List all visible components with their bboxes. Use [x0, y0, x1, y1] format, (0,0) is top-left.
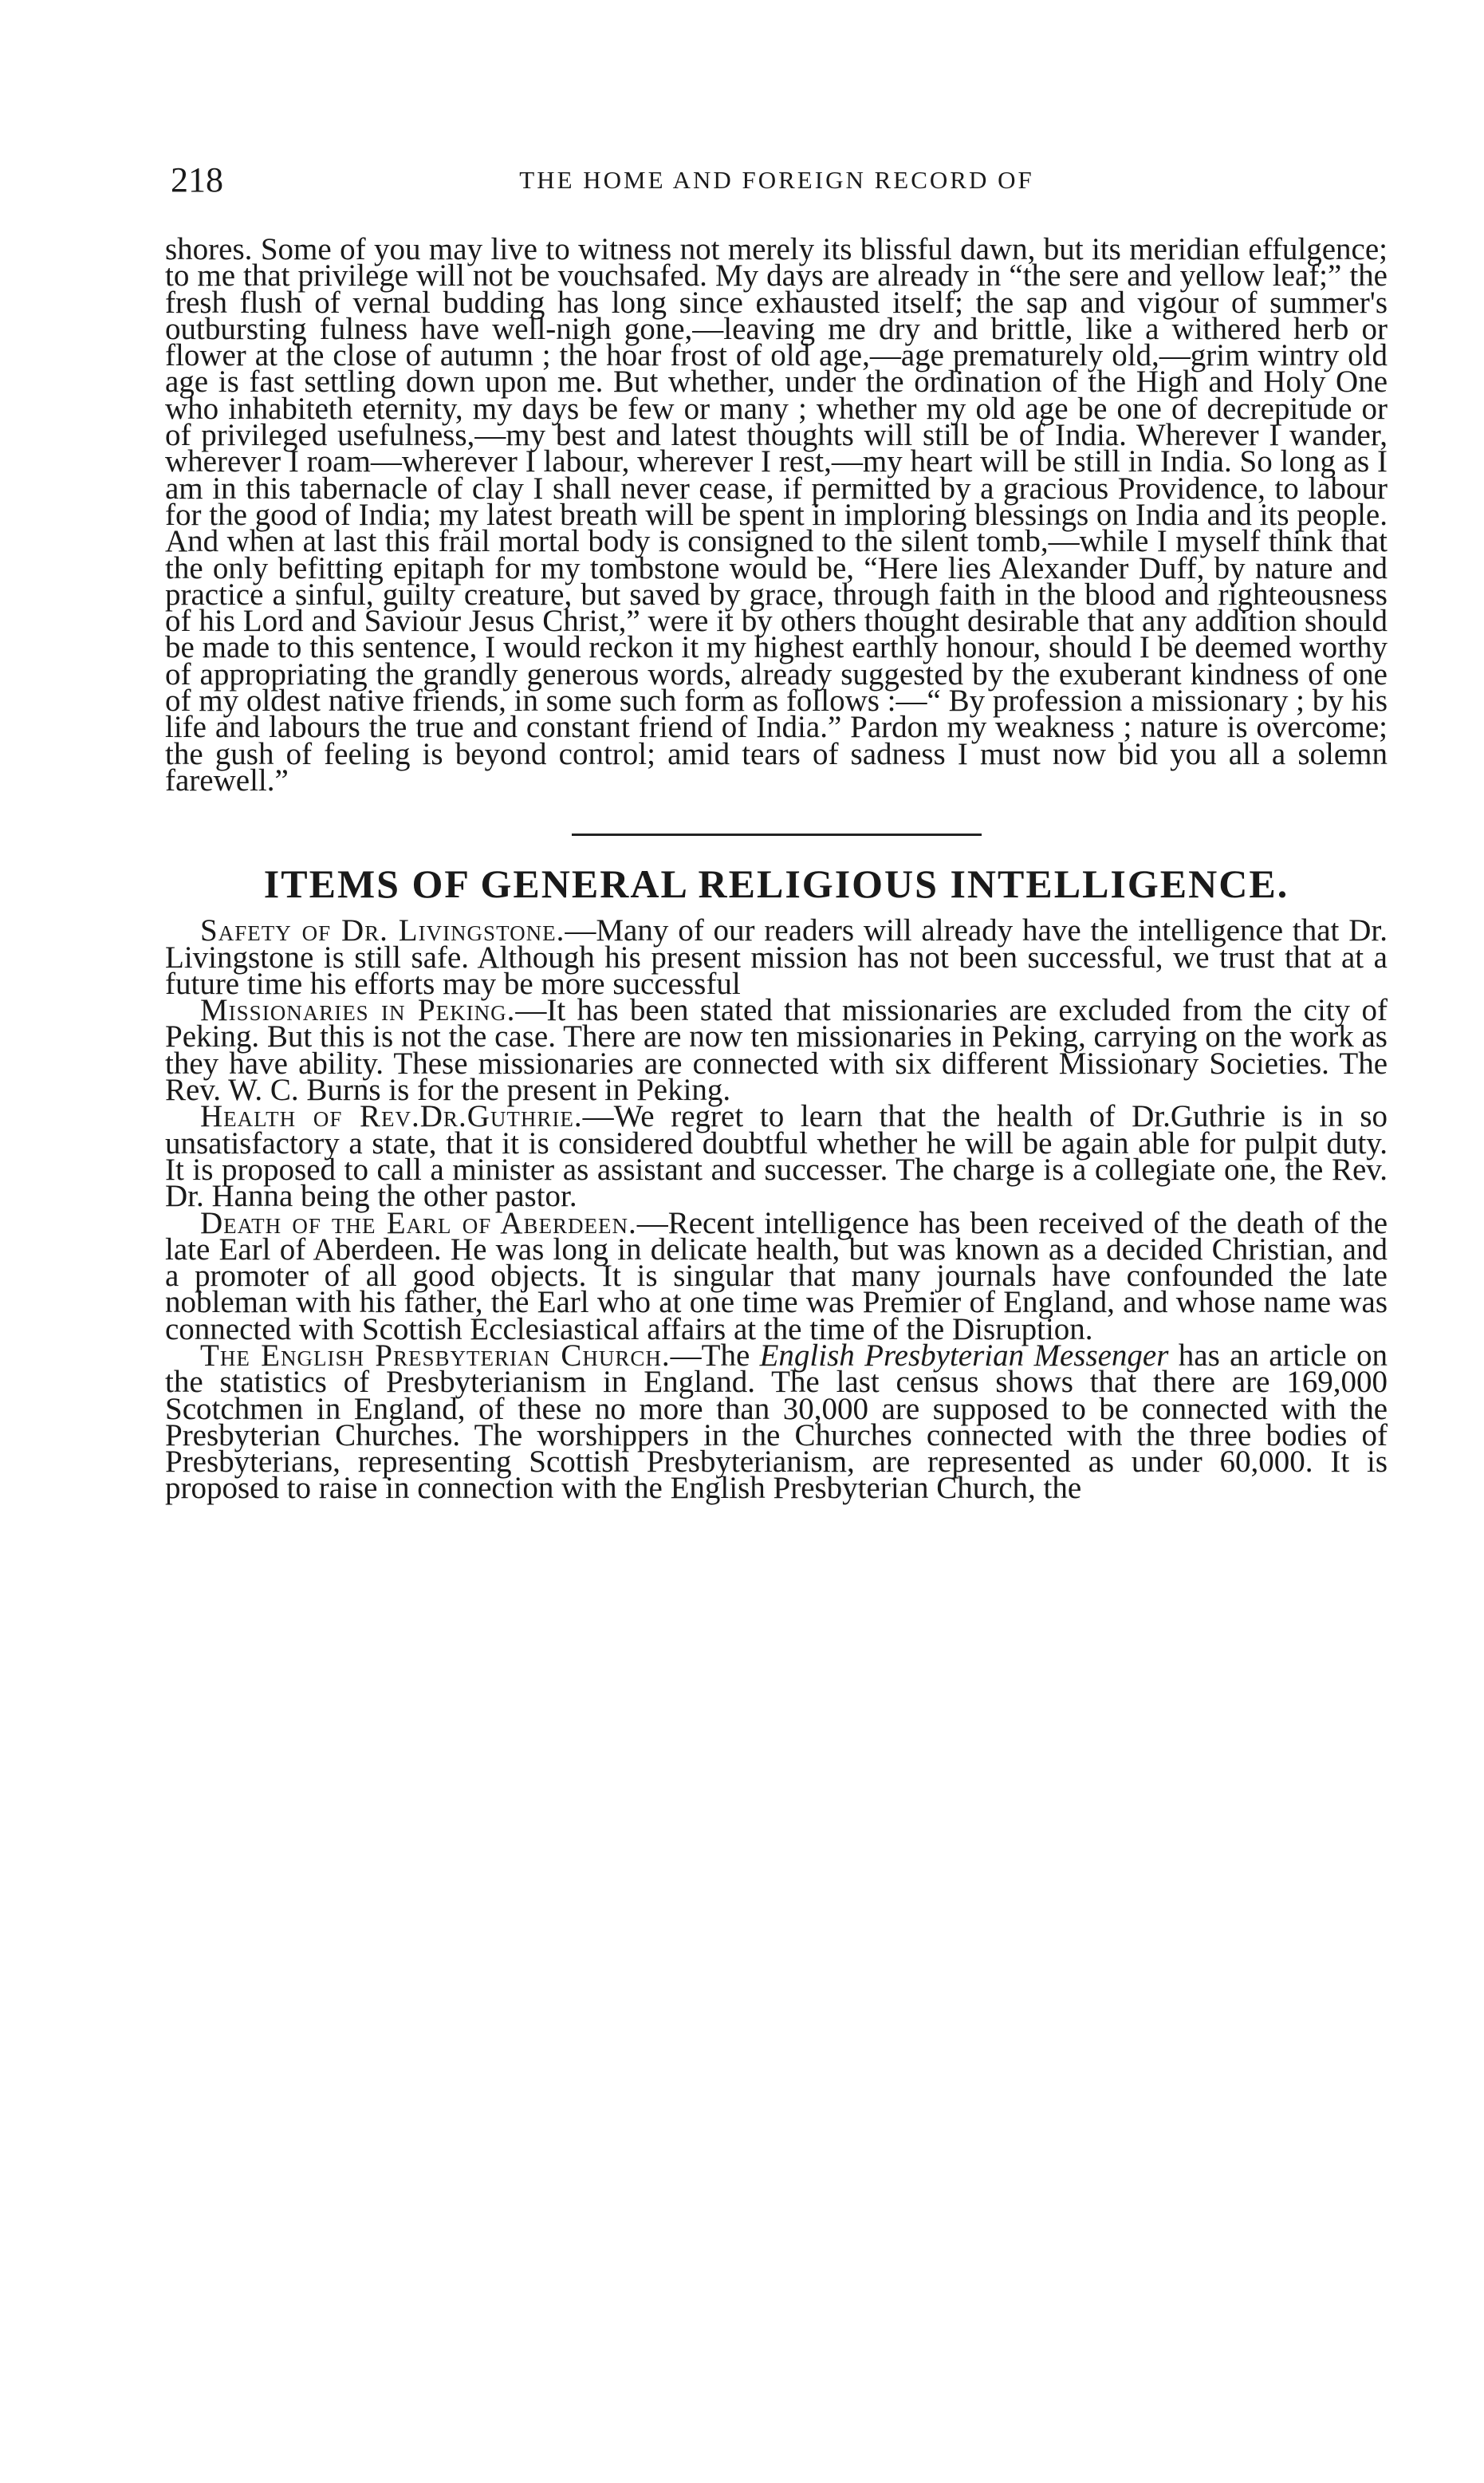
news-item-heading: Death of the Earl of Aberdeen. — [200, 1205, 637, 1240]
news-item-aberdeen — [165, 1205, 1388, 1346]
news-item-presbyterian — [165, 1338, 1388, 1506]
news-item-body: has an article on the statistics of Presbyterianism in England. The last census shows that there are 169,000 Scotchmen in England, of these no more than 30,000 are supposed to be connected with the Presbyterian Churches. The worshippers in the Churches connected with the three bodies of Presbyterians, representing Scottish Presbyterianism, are represented as under 60,000. It is proposed to raise in connection with the English Presbyterian Church, the — [165, 1338, 1388, 1506]
section-title: ITEMS OF GENERAL RELIGIOUS INTELLIGENCE. — [263, 861, 1289, 907]
news-item-body: —It has been stated that missionaries are excluded from the city of Peking. But this is not the case. There are now ten missionaries in Peking, carrying on the work as they have ability. These missionaries are connected with six different Missionary Societies. The Rev. W. C. Burns is for the present in Peking. — [165, 993, 1388, 1108]
news-item-heading: Health of Rev.Dr.Guthrie. — [200, 1099, 583, 1134]
news-item-body: —We regret to learn that the health of Dr.Guthrie is in so unsatisfactory a state, that it is considered doubtful whether he will be again able for pulpit duty. It is proposed to call a minister as assistant and successer. The charge is a collegiate one, the Rev. Dr. Hanna being the other pastor. — [165, 1099, 1388, 1214]
text-column — [165, 232, 1388, 1506]
continuation-paragraph: shores. Some of you may live to witness not merely its blissful dawn, but its meridian effulgence; to me that privilege will not be vouchsafed. My days are already in “the sere and yellow leaf;” the fresh flush of vernal budding has long since exhausted itself; the sap and vigour of summer's outbursting fulness have well-nigh gone,—leaving me dry and brittle, like a withered herb or flower at the close of autumn ; the hoar frost of old age,—age prematurely old,—grim wintry old age is fast settling down upon me. But whether, under the ordination of the High and Holy One who inhabiteth eternity, my days be few or many ; whether my old age be one of decrepitude or of privileged usefulness,—my best and latest thoughts will still be of India. Wherever I wander, wherever I roam—wherever I labour, wherever I rest,—my heart will be still in India. So long as I am in this tabernacle of clay I shall never cease, if permitted by a gracious Providence, to labour for the good of India; my latest breath will be spent in imploring blessings on India and its people. And when at last this frail mortal body is consigned to the silent tomb,—while I myself think that the only befitting epitaph for my tombstone would be, “Here lies Alexander Duff, by nature and practice a sinful, guilty creature, but saved by grace, through faith in the blood and righteousness of his Lord and Saviour Jesus Christ,” were it by others thought desirable that any addition should be made to this sentence, I would reckon it my highest earthly honour, should I be deemed worthy of appropriating the grandly generous words, already suggested by the exuberant kindness of one of my oldest native friends, in some such form as follows :—“ By profession a missionary ; by his life and labours the true and constant friend of India.” Pardon my weakness ; nature is overcome; the gush of feeling is beyond control; amid tears of sadness I must now bid you all a solemn farewell.” — [165, 232, 1388, 798]
page-number: 218 — [171, 160, 223, 199]
news-item-peking — [165, 993, 1388, 1108]
section-divider — [572, 834, 982, 836]
running-head — [171, 156, 1383, 204]
news-item-heading: The English Presbyterian Church. — [200, 1338, 671, 1373]
periodical-title: English Presbyterian Messenger — [759, 1338, 1169, 1373]
news-item-body: —Many of our readers will already have the intelligence that Dr. Livingstone is still safe. Although his present mission has not been successful, we trust that at a future time his efforts may be more successful — [165, 913, 1388, 1001]
news-item-heading: Safety of Dr. Livingstone. — [200, 913, 565, 948]
running-title: THE HOME AND FOREIGN RECORD OF — [519, 166, 1034, 194]
news-item-livingstone — [165, 913, 1388, 1001]
news-item-heading: Missionaries in Peking. — [200, 993, 516, 1028]
news-item-guthrie — [165, 1099, 1388, 1214]
news-item-body: —The — [670, 1338, 760, 1373]
news-item-body: —Recent intelligence has been received of the death of the late Earl of Aberdeen. He was long in delicate health, but was known as a decided Christian, and a promoter of all good objects. It is singular that many journals have confounded the late nobleman with his father, the Earl who at one time was Premier of England, and whose name was connected with Scottish Ecclesiastical affairs at the time of the Disruption. — [165, 1205, 1388, 1346]
